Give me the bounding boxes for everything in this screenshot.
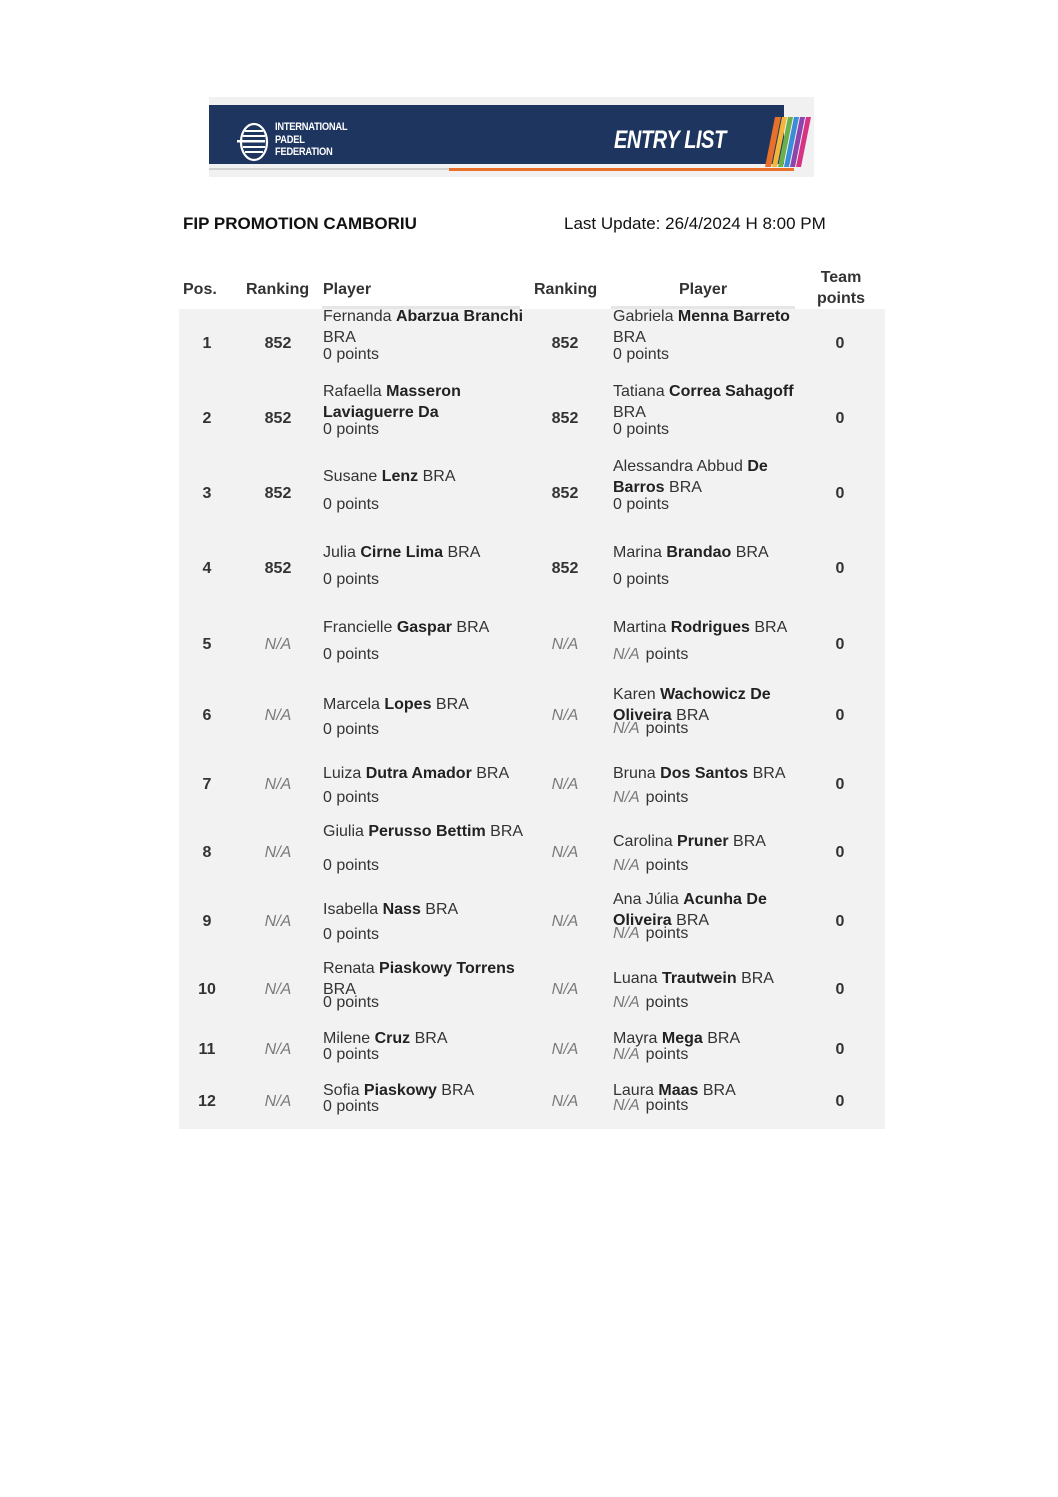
player-1-first-name: Marcela (323, 696, 385, 713)
ranking-cell-1: N/A (264, 844, 292, 861)
header-ranking-1: Ranking (246, 281, 310, 298)
banner-underline-orange (449, 168, 794, 171)
player-2-last-name: Brandao (666, 544, 732, 561)
ranking-cell-1: 852 (264, 410, 292, 427)
player-1-first-name: Renata (323, 960, 380, 977)
team-points-cell: 0 (835, 560, 845, 577)
player-1-points: 0 points (323, 571, 380, 588)
player-1-points: 0 points (323, 346, 380, 363)
player-1-first-name: Giulia (323, 823, 369, 840)
ranking-cell-1: N/A (264, 776, 292, 793)
player-1-name[interactable] (323, 763, 528, 784)
player-2-points (613, 571, 669, 589)
player-2-points (613, 1046, 688, 1064)
player-2-points (613, 720, 688, 738)
player-1-first-name: Francielle (323, 619, 397, 636)
ranking-cell-2: N/A (551, 636, 579, 653)
player-1-name[interactable] (323, 821, 528, 842)
position-cell: 8 (202, 844, 212, 861)
player-1-last-name: Cruz (374, 1030, 411, 1047)
header-player-1: Player (323, 281, 372, 298)
banner-underline-gray (209, 168, 449, 170)
team-points-cell: 0 (835, 636, 845, 653)
team-points-cell: 0 (835, 1041, 845, 1058)
player-2-points (613, 346, 669, 364)
player-1-nationality: BRA (436, 1082, 475, 1099)
player-2-points (613, 1097, 688, 1115)
player-1-points: 0 points (323, 421, 380, 438)
points-label: points (645, 1046, 689, 1063)
points-label: points (645, 857, 689, 874)
banner-bar (209, 105, 784, 164)
team-points-cell: 0 (835, 485, 845, 502)
points-label: points (645, 925, 689, 942)
logo-wordmark (275, 121, 347, 159)
points-label: points (645, 994, 689, 1011)
player-2-name[interactable] (613, 831, 803, 852)
header-ranking-2: Ranking (534, 281, 598, 298)
position-cell: 9 (202, 913, 212, 930)
player-1-last-name: Abarzua Branchi (395, 308, 524, 325)
player-1-points: 0 points (323, 496, 380, 513)
player-2-first-name: Karen (613, 686, 661, 703)
player-2-last-name: Rodrigues (670, 619, 750, 636)
player-2-first-name: Marina (613, 544, 667, 561)
player-2-points (613, 421, 669, 439)
player-1-first-name: Luiza (323, 765, 366, 782)
points-label: 0 points (613, 346, 670, 363)
player-1-nationality: BRA (471, 765, 510, 782)
player-2-name[interactable] (613, 381, 803, 423)
player-2-first-name: Bruna (613, 765, 661, 782)
position-cell: 11 (198, 1041, 216, 1058)
player-2-first-name: Tatiana (613, 383, 670, 400)
player-2-nationality: BRA (731, 544, 769, 561)
team-points-cell: 0 (835, 410, 845, 427)
player-1-points: 0 points (323, 721, 380, 738)
points-label: points (645, 646, 689, 663)
points-na: N/A (613, 789, 640, 806)
player-2-name[interactable] (613, 542, 803, 563)
player-2-first-name: Alessandra Abbud (613, 458, 748, 475)
header-pos: Pos. (183, 281, 217, 298)
player-2-nationality: BRA (749, 619, 788, 636)
player-2-last-name: Pruner (677, 833, 729, 850)
header-player-2: Player (679, 281, 728, 298)
header-team-line-2: points (817, 290, 865, 307)
position-cell: 2 (202, 410, 212, 427)
team-points-cell: 0 (835, 707, 845, 724)
ranking-cell-2: N/A (551, 1041, 579, 1058)
player-2-first-name: Mayra (613, 1030, 662, 1047)
player-2-nationality: BRA (748, 765, 786, 782)
points-label: 0 points (613, 421, 670, 438)
team-points-cell: 0 (835, 913, 845, 930)
ranking-cell-2: N/A (551, 981, 579, 998)
points-na: N/A (613, 646, 640, 663)
player-2-nationality: BRA (671, 707, 710, 724)
player-2-last-name: Dos Santos (660, 765, 749, 782)
tournament-name: FIP PROMOTION CAMBORIU (183, 214, 417, 233)
team-points-cell: 0 (835, 981, 845, 998)
team-points-cell: 0 (835, 335, 845, 352)
player-1-first-name: Sofia (323, 1082, 364, 1099)
position-cell: 3 (202, 485, 212, 502)
player-1-name[interactable] (323, 542, 528, 563)
player-1-nationality: BRA (485, 823, 524, 840)
player-2-name[interactable] (613, 306, 803, 348)
player-2-first-name: Gabriela (613, 308, 678, 325)
ranking-cell-1: N/A (264, 707, 292, 724)
points-label: 0 points (613, 496, 670, 513)
player-1-points: 0 points (323, 994, 380, 1011)
last-update: Last Update: 26/4/2024 H 8:00 PM (564, 214, 826, 233)
player-2-points (613, 857, 688, 875)
player-1-first-name: Susane (323, 468, 382, 485)
player-2-last-name: Acunha De Oliveira (613, 891, 767, 929)
player-2-nationality: BRA (698, 1082, 736, 1099)
position-cell: 4 (202, 560, 212, 577)
points-na: N/A (613, 994, 640, 1011)
player-1-points: 0 points (323, 646, 380, 663)
player-2-first-name: Martina (613, 619, 671, 636)
player-1-nationality: BRA (410, 1030, 448, 1047)
logo-line-2: PADEL (275, 133, 305, 146)
player-2-nationality: BRA (613, 329, 646, 346)
position-cell: 10 (198, 981, 216, 998)
player-1-last-name: Dutra Amador (365, 765, 472, 782)
player-2-points (613, 994, 688, 1012)
player-1-nationality: BRA (443, 544, 481, 561)
player-1-last-name: Cirne Lima (360, 544, 444, 561)
player-1-first-name: Isabella (323, 901, 383, 918)
player-2-first-name: Laura (613, 1082, 659, 1099)
player-1-last-name: Lopes (384, 696, 432, 713)
player-2-nationality: BRA (671, 912, 710, 929)
ranking-cell-2: 852 (551, 335, 579, 352)
points-label: points (645, 1097, 689, 1114)
position-cell: 7 (202, 776, 212, 793)
ranking-cell-1: N/A (264, 981, 292, 998)
banner-stripes (761, 117, 811, 167)
player-2-points (613, 496, 669, 514)
ranking-cell-1: N/A (264, 636, 292, 653)
player-2-last-name: Wachowicz De Oliveira (613, 686, 771, 724)
player-1-nationality: BRA (418, 468, 456, 485)
player-2-last-name: Correa Sahagoff (669, 383, 794, 400)
player-2-last-name: Mega (661, 1030, 703, 1047)
player-1-name[interactable] (323, 617, 528, 638)
ranking-cell-1: N/A (264, 913, 292, 930)
player-1-first-name: Milene (323, 1030, 375, 1047)
points-label: points (645, 789, 689, 806)
player-2-nationality: BRA (702, 1030, 741, 1047)
position-cell: 6 (202, 707, 212, 724)
player-2-last-name: Maas (658, 1082, 699, 1099)
position-cell: 5 (202, 636, 212, 653)
player-1-first-name: Fernanda (323, 308, 396, 325)
player-1-first-name: Rafaella (323, 383, 387, 400)
player-2-points (613, 646, 688, 664)
player-2-last-name: Trautwein (661, 970, 737, 987)
player-1-points: 0 points (323, 1098, 380, 1115)
ranking-cell-1: 852 (264, 335, 292, 352)
ranking-cell-2: N/A (551, 844, 579, 861)
points-na: N/A (613, 857, 640, 874)
player-2-name[interactable] (613, 617, 803, 638)
player-1-name[interactable] (323, 899, 528, 920)
player-1-nationality: BRA (420, 901, 459, 918)
player-1-name[interactable] (323, 694, 528, 715)
ranking-cell-2: 852 (551, 560, 579, 577)
ranking-cell-1: N/A (264, 1041, 292, 1058)
points-na: N/A (613, 1097, 640, 1114)
ranking-cell-2: N/A (551, 707, 579, 724)
team-points-cell: 0 (835, 844, 845, 861)
entry-list-title: ENTRY LIST (614, 126, 726, 154)
player-1-points: 0 points (323, 857, 380, 874)
header-banner (209, 97, 814, 177)
points-na: N/A (613, 925, 640, 942)
player-1-name[interactable] (323, 306, 528, 348)
player-2-first-name: Carolina (613, 833, 678, 850)
points-na: N/A (613, 720, 640, 737)
player-1-nationality: BRA (323, 329, 356, 346)
player-1-last-name: Piaskowy Torrens (379, 960, 515, 977)
player-1-last-name: Piaskowy (363, 1082, 437, 1099)
header-team-points (805, 267, 877, 309)
ranking-cell-2: 852 (551, 485, 579, 502)
player-1-name[interactable] (323, 381, 528, 423)
player-2-nationality: BRA (736, 970, 774, 987)
player-2-points (613, 925, 688, 943)
player-2-last-name: Menna Barreto (677, 308, 790, 325)
player-1-nationality: BRA (431, 696, 469, 713)
player-1-nationality: BRA (451, 619, 490, 636)
ranking-cell-1: N/A (264, 1093, 292, 1110)
position-cell: 1 (202, 335, 212, 352)
player-1-first-name: Julia (323, 544, 361, 561)
player-1-name[interactable] (323, 466, 528, 487)
team-points-cell: 0 (835, 776, 845, 793)
player-2-nationality: BRA (664, 479, 702, 496)
points-na: N/A (613, 1046, 640, 1063)
ranking-cell-2: N/A (551, 1093, 579, 1110)
points-label: 0 points (613, 571, 670, 588)
fip-logo-icon (233, 121, 271, 163)
points-label: points (645, 720, 689, 737)
logo-line-1: INTERNATIONAL (275, 121, 348, 133)
player-1-last-name: Nass (382, 901, 421, 918)
position-cell: 12 (198, 1093, 216, 1110)
ranking-cell-2: N/A (551, 776, 579, 793)
logo-line-3: FEDERATION (275, 146, 333, 158)
player-1-points: 0 points (323, 1046, 380, 1063)
player-1-last-name: Gaspar (396, 619, 452, 636)
player-1-points: 0 points (323, 926, 380, 943)
player-2-first-name: Ana Júlia (613, 891, 684, 908)
player-2-nationality: BRA (728, 833, 766, 850)
player-2-first-name: Luana (613, 970, 662, 987)
player-2-name[interactable] (613, 763, 803, 784)
player-2-last-name: De Barros (613, 458, 768, 496)
ranking-cell-2: 852 (551, 410, 579, 427)
player-1-last-name: Perusso Bettim (368, 823, 486, 840)
ranking-cell-1: 852 (264, 560, 292, 577)
header-team-line-1: Team (820, 269, 862, 286)
ranking-cell-1: 852 (264, 485, 292, 502)
team-points-cell: 0 (835, 1093, 845, 1110)
player-1-last-name: Masseron Laviaguerre Da (323, 383, 461, 421)
player-2-nationality: BRA (613, 404, 646, 421)
player-1-last-name: Lenz (381, 468, 419, 485)
player-1-nationality: BRA (323, 981, 356, 998)
player-2-name[interactable] (613, 456, 803, 498)
player-2-name[interactable] (613, 968, 803, 989)
ranking-cell-2: N/A (551, 913, 579, 930)
player-1-points: 0 points (323, 789, 380, 806)
player-2-points (613, 789, 688, 807)
